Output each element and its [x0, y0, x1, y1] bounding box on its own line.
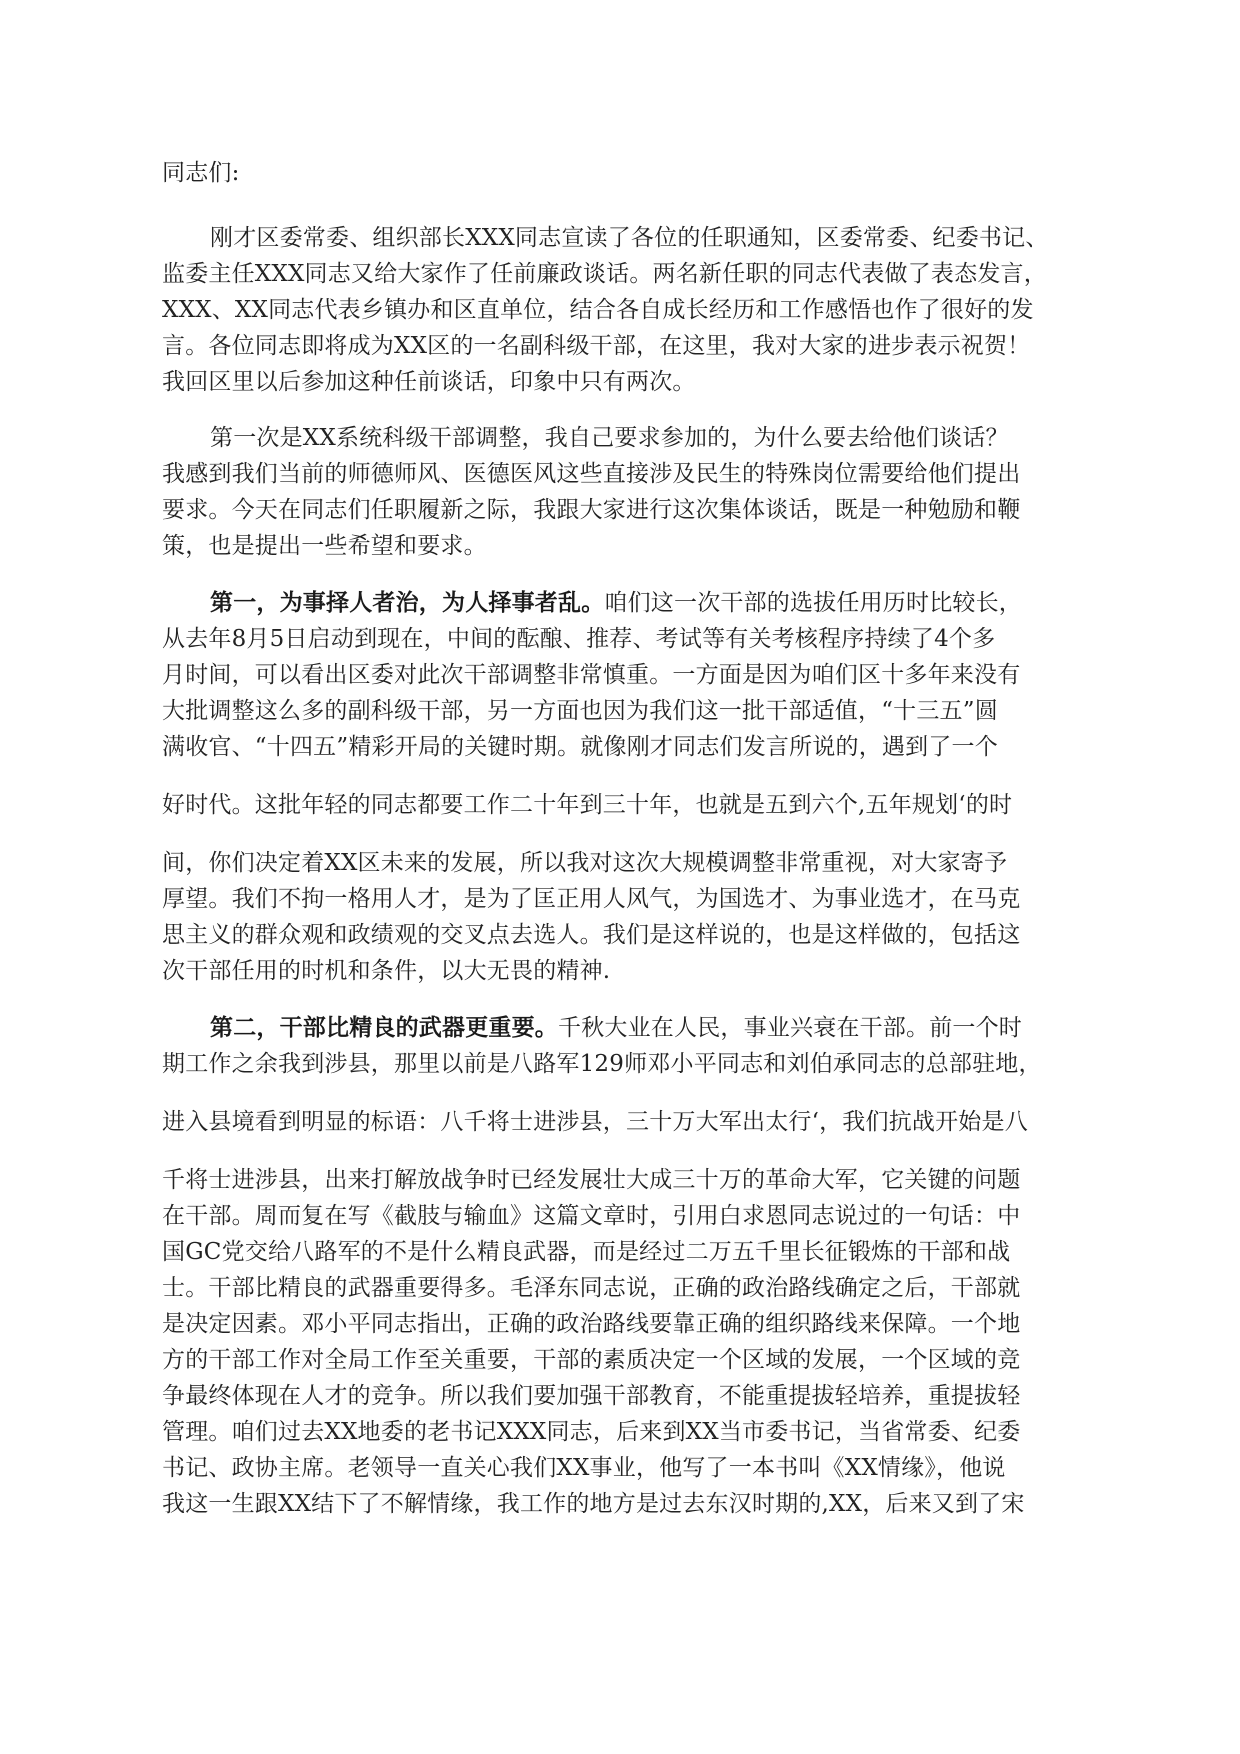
paragraph-line: 厚望。我们不拘一格用人才，是为了匡正用人风气，为国选才、为事业选才，在马克 — [162, 886, 1021, 912]
section-heading: 第一，为事择人者治，为人择事者乱。 — [210, 589, 605, 616]
paragraph-line: 千将士进涉县，出来打解放战争时已经发展壮大成三十万的革命大军，它关键的问题 — [162, 1167, 1021, 1193]
paragraph-line: 国GC党交给八路军的不是什么精良武器，而是经过二万五千里长征锻炼的干部和战 — [162, 1239, 1011, 1265]
paragraph-line: 是决定因素。邓小平同志指出，正确的政治路线要靠正确的组织路线来保障。一个地 — [162, 1311, 1021, 1337]
paragraph-line: 管理。咱们过去XX地委的老书记XXX同志，后来到XX当市委书记，当省常委、纪委 — [162, 1419, 1021, 1445]
paragraph-line: 次干部任用的时机和条件，以大无畏的精神. — [162, 958, 611, 984]
paragraph-line: 从去年8月5日启动到现在，中间的酝酿、推荐、考试等有关考核程序持续了4个多 — [162, 626, 996, 652]
section-heading: 第二，干部比精良的武器更重要。 — [210, 1014, 558, 1041]
paragraph-line: 刚才区委常委、组织部长XXX同志宣读了各位的任职通知，区委常委、纪委书记、 — [210, 225, 1049, 251]
paragraph-line: 我回区里以后参加这种任前谈话，印象中只有两次。 — [162, 369, 696, 395]
paragraph-text: 千秋大业在人民，事业兴衰在干部。前一个时 — [558, 1015, 1022, 1041]
paragraph-line: 第一次是XX系统科级干部调整，我自己要求参加的，为什么要去给他们谈话？ — [210, 425, 1009, 451]
paragraph-line — [162, 585, 1122, 621]
paragraph-line — [162, 1010, 1122, 1046]
paragraph-line: 争最终体现在人才的竞争。所以我们要加强干部教育，不能重提拔轻培养，重提拔轻 — [162, 1383, 1021, 1409]
salutation: 同志们: — [162, 160, 240, 186]
paragraph-line: 在干部。周而复在写《截肢与输血》这篇文章时，引用白求恩同志说过的一句话：中 — [162, 1203, 1021, 1229]
paragraph-line: 方的干部工作对全局工作至关重要，干部的素质决定一个区域的发展，一个区域的竞 — [162, 1347, 1021, 1373]
paragraph-line: 要求。今天在同志们任职履新之际，我跟大家进行这次集体谈话，既是一种勉励和鞭 — [162, 497, 1021, 523]
paragraph-line: 言。各位同志即将成为XX区的一名副科级干部，在这里，我对大家的进步表示祝贺！ — [162, 333, 1031, 359]
paragraph-line: 我感到我们当前的师德师风、医德医风这些直接涉及民生的特殊岗位需要给他们提出 — [162, 461, 1021, 487]
paragraph-line: 月时间，可以看出区委对此次干部调整非常慎重。一方面是因为咱们区十多年来没有 — [162, 662, 1021, 688]
paragraph-line: 思主义的群众观和政绩观的交叉点去选人。我们是这样说的，也是这样做的，包括这 — [162, 922, 1021, 948]
paragraph-line: XXX、XX同志代表乡镇办和区直单位，结合各自成长经历和工作感悟也作了很好的发 — [162, 297, 1034, 323]
paragraph-line: 士。干部比精良的武器重要得多。毛泽东同志说，正确的政治路线确定之后，干部就 — [162, 1275, 1021, 1301]
paragraph-line: 我这一生跟XX结下了不解情缘，我工作的地方是过去东汉时期的,XX，后来又到了宋 — [162, 1491, 1025, 1517]
paragraph-line: 大批调整这么多的副科级干部，另一方面也因为我们这一批干部适值，“十三五”圆 — [162, 698, 998, 724]
paragraph-line: 策，也是提出一些希望和要求。 — [162, 533, 487, 559]
paragraph-line: 间，你们决定着XX区未来的发展，所以我对这次大规模调整非常重视，对大家寄予 — [162, 850, 1008, 876]
document-page — [162, 0, 1074, 1754]
paragraph-line: 进入县境看到明显的标语：八千将士进涉县，三十万大军出太行‘，我们抗战开始是八 — [162, 1109, 1028, 1135]
paragraph-line: 书记、政协主席。老领导一直关心我们XX事业，他写了一本书叫《XX情缘》，他说 — [162, 1455, 1006, 1481]
paragraph-line: 好时代。这批年轻的同志都要工作二十年到三十年，也就是五到六个,五年规划‘的时 — [162, 792, 1013, 818]
paragraph-line: 监委主任XXX同志又给大家作了任前廉政谈话。两名新任职的同志代表做了表态发言， — [162, 261, 1047, 287]
paragraph-text: 咱们这一次干部的选拔任用历时比较长， — [604, 590, 1023, 616]
paragraph-line: 满收官、“十四五”精彩开局的关键时期。就像刚才同志们发言所说的，遇到了一个 — [162, 734, 998, 760]
paragraph-line: 期工作之余我到涉县，那里以前是八路军129师邓小平同志和刘伯承同志的总部驻地， — [162, 1051, 1042, 1077]
